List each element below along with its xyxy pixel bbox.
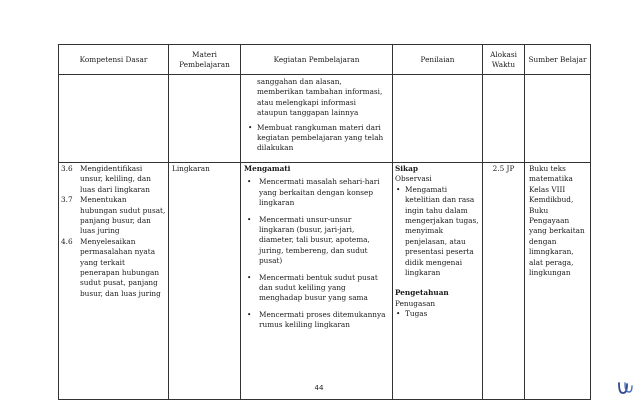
penilaian-sikap-heading: Sikap [395,164,418,173]
cell-kegiatan-continued [241,75,393,163]
cell-sumber [525,163,591,400]
cell-kompetensi-dasar [59,163,169,400]
page-number: 44 [314,384,324,392]
penilaian-pengetahuan-method: Penugasan [395,298,436,308]
cell-penilaian [393,163,483,400]
materi-text: Lingkaran [172,164,210,173]
penilaian-pengetahuan-heading: Pengetahuan [395,288,449,298]
cell-empty [483,75,525,163]
kegiatan-summary-bullet: • Membuat rangkuman materi dari kegiatan pembelajaran yang telah dilakukan [247,123,388,154]
cell-empty [525,75,591,163]
alokasi-text: 2.5 JP [492,164,515,173]
header-materi: Materi Pembelajaran [169,45,241,75]
cell-alokasi [483,163,525,400]
penilaian-sikap-item: • Mengamati ketelitian dan rasa ingin tahu dalam mengerjakan tugas, menyimak penjelasan, atau presentasi peserta didik mengenai lingkaran [395,185,480,279]
sumber-text: Buku teks matematika Kelas VIII Kemdikbud, Buku Pengayaan yang berkaitan dengan limngkaran, alat peraga, lingkungan [529,164,585,278]
list-item: • Mencermati proses ditemukannya rumus keliling lingkaran [244,310,389,331]
header-kompetensi-dasar: Kompetensi Dasar [59,45,169,75]
table-row-lingkaran [59,163,591,400]
cell-empty [393,75,483,163]
table-row-continued [59,75,591,163]
cell-empty [169,75,241,163]
kegiatan-heading: Mengamati [244,164,291,173]
cell-kegiatan [241,163,393,400]
kompetensi-item: 3.7 Menentukan hubungan sudut pusat, panjang busur, dan luas juring [61,195,166,236]
penilaian-pengetahuan-item: • Tugas [395,309,480,319]
kompetensi-item: 4.6 Menyelesaikan permasalahan nyata yang terkait penerapan hubungan sudut pusat, panjang busur, dan luas juring [61,236,161,298]
list-item: • Mencermati masalah sehari-hari yang berkaitan dengan konsep lingkaran [244,177,389,208]
header-alokasi: Alokasi Waktu [483,45,525,75]
kegiatan-continued-text: sanggahan dan alasan, memberikan tambahan informasi, atau melengkapi informasi ataupun tanggapan lainnya [257,77,383,118]
table-header-row [59,45,591,75]
list-item: • Mencermati unsur-unsur lingkaran (busur, jari-jari, diameter, tali busur, apotema, juring, tembereng, dan sudut pusat) [244,215,389,267]
header-sumber: Sumber Belajar [525,45,591,75]
syllabus-table [58,44,591,400]
header-kegiatan: Kegiatan Pembelajaran [241,45,393,75]
penilaian-sikap-method: Observasi [395,174,432,184]
header-penilaian: Penilaian [393,45,483,75]
cell-materi [169,163,241,400]
stylized-u-logo-icon [616,380,634,396]
kegiatan-list [244,177,389,330]
list-item: • Mencermati bentuk sudut pusat dan sudut keliling yang menghadap busur yang sama [244,273,389,304]
cell-empty [59,75,169,163]
kompetensi-item: 3.6 Mengidentifikasi unsur, keliling, dan luas dari lingkaran [61,164,151,194]
